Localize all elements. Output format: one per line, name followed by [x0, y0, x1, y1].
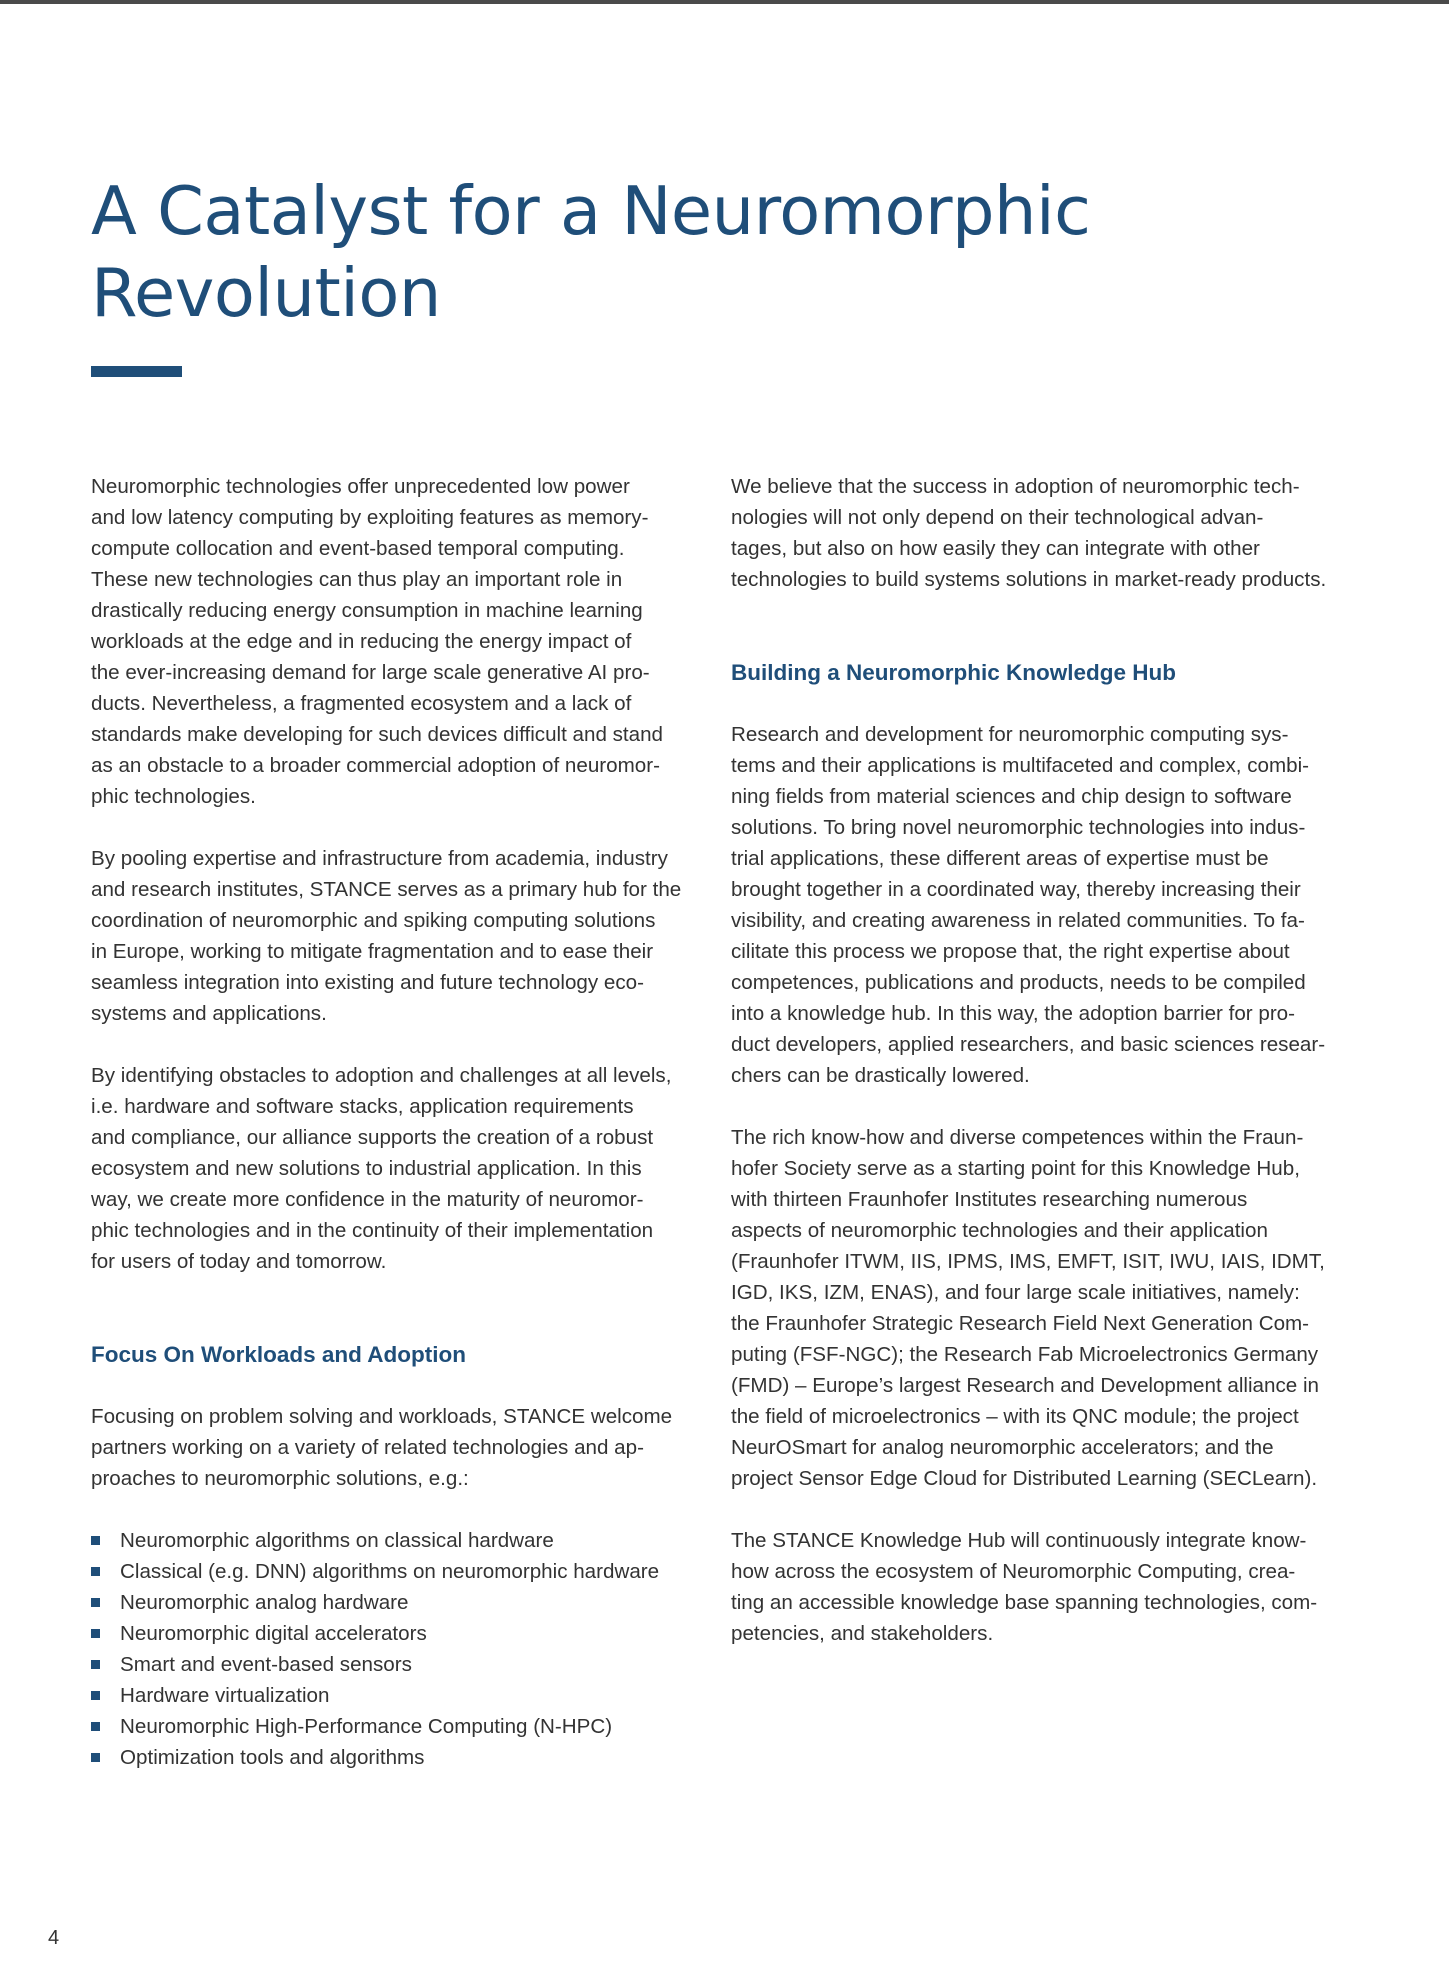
identifying-paragraph: [91, 1060, 706, 1277]
text-line: into a knowledge hub. In this way, the adoption barrier for pro-: [731, 1002, 1295, 1025]
text-line: ecosystem and new solutions to industrial application. In this: [91, 1157, 642, 1180]
text-line: compute collocation and event-based temporal computing.: [91, 537, 625, 560]
text-line: drastically reducing energy consumption in machine learning: [91, 599, 643, 622]
text-line: coordination of neuromorphic and spiking computing solutions: [91, 909, 656, 932]
square-bullet-icon: [91, 1598, 100, 1607]
bullet-item: [91, 1742, 706, 1773]
text-line: in Europe, working to mitigate fragmentation and to ease their: [91, 940, 654, 963]
top-rule: [0, 0, 1449, 4]
text-line: project Sensor Edge Cloud for Distributed Learning (SECLearn).: [731, 1467, 1318, 1490]
text-line: workloads at the edge and in reducing the energy impact of: [91, 630, 632, 653]
text-line: standards make developing for such devices difficult and stand: [91, 723, 664, 746]
text-line: phic technologies and in the continuity of their implementation: [91, 1219, 654, 1242]
text-line: technologies to build systems solutions in market-ready products.: [731, 568, 1327, 591]
square-bullet-icon: [91, 1629, 100, 1638]
text-line: the Fraunhofer Strategic Research Field Next Generation Com-: [731, 1312, 1310, 1335]
knowledge-hub-heading: Building a Neuromorphic Knowledge Hub: [731, 660, 1177, 685]
belief-paragraph: [731, 471, 1349, 595]
text-line: partners working on a variety of related technologies and ap-: [91, 1436, 644, 1459]
text-line: the field of microelectronics – with its QNC module; the project: [731, 1405, 1299, 1428]
text-line: The STANCE Knowledge Hub will continuously integrate know-: [731, 1529, 1307, 1552]
text-line: how across the ecosystem of Neuromorphic Computing, crea-: [731, 1560, 1296, 1583]
bullet-item: [91, 1618, 706, 1649]
text-line: ducts. Nevertheless, a fragmented ecosystem and a lack of: [91, 692, 632, 715]
text-line: competences, publications and products, needs to be compiled: [731, 971, 1306, 994]
text-line: duct developers, applied researchers, and basic sciences resear-: [731, 1033, 1326, 1056]
page-title: [91, 170, 1191, 334]
text-line: trial applications, these different areas of expertise must be: [731, 847, 1269, 870]
text-line: The rich know-how and diverse competences within the Fraun-: [731, 1126, 1304, 1149]
bullet-text: Neuromorphic digital accelerators: [120, 1622, 427, 1645]
text-line: aspects of neuromorphic technologies and their application: [731, 1219, 1268, 1242]
bullet-text: Hardware virtualization: [120, 1684, 330, 1707]
text-line: By pooling expertise and infrastructure from academia, industry: [91, 847, 668, 870]
text-line: Research and development for neuromorphic computing sys-: [731, 723, 1289, 746]
text-line: We believe that the success in adoption of neuromorphic tech-: [731, 475, 1300, 498]
title-accent-bar: [91, 366, 182, 377]
text-line: cilitate this process we propose that, the right expertise about: [731, 940, 1290, 963]
bullet-item: [91, 1649, 706, 1680]
text-line: NeurOSmart for analog neuromorphic accelerators; and the: [731, 1436, 1274, 1459]
intro-paragraph: [91, 471, 706, 812]
bullet-text: Smart and event-based sensors: [120, 1653, 412, 1676]
page-title-line: A Catalyst for a Neuromorphic: [91, 172, 1091, 250]
text-line: and compliance, our alliance supports the creation of a robust: [91, 1126, 654, 1149]
text-line: i.e. hardware and software stacks, application requirements: [91, 1095, 634, 1118]
bullet-item: [91, 1587, 706, 1618]
text-line: ting an accessible knowledge base spanning technologies, com-: [731, 1591, 1318, 1614]
text-line: (Fraunhofer ITWM, IIS, IPMS, IMS, EMFT, ISIT, IWU, IAIS, IDMT,: [731, 1250, 1325, 1273]
text-line: for users of today and tomorrow.: [91, 1250, 387, 1273]
text-line: systems and applications.: [91, 1002, 327, 1025]
focus-heading: Focus On Workloads and Adoption: [91, 1342, 466, 1367]
bullet-item: [91, 1711, 706, 1742]
text-line: with thirteen Fraunhofer Institutes researching numerous: [731, 1188, 1248, 1211]
text-line: Neuromorphic technologies offer unprecedented low power: [91, 475, 630, 498]
text-line: seamless integration into existing and future technology eco-: [91, 971, 644, 994]
text-line: and low latency computing by exploiting features as memory-: [91, 506, 649, 529]
research-paragraph: [731, 719, 1349, 1091]
bullet-item: [91, 1525, 706, 1556]
left-column: [91, 471, 706, 1773]
page-title-line: Revolution: [91, 254, 441, 332]
right-column: [731, 471, 1349, 1680]
square-bullet-icon: [91, 1722, 100, 1731]
text-line: hofer Society serve as a starting point for this Knowledge Hub,: [731, 1157, 1300, 1180]
text-line: tems and their applications is multifaceted and complex, combi-: [731, 754, 1310, 777]
bullet-text: Neuromorphic algorithms on classical hardware: [120, 1529, 554, 1552]
text-line: petencies, and stakeholders.: [731, 1622, 994, 1645]
text-line: Focusing on problem solving and workloads, STANCE welcome: [91, 1405, 673, 1428]
page-number: 4: [48, 1927, 60, 1949]
text-line: as an obstacle to a broader commercial adoption of neuromor-: [91, 754, 660, 777]
bullet-text: Neuromorphic analog hardware: [120, 1591, 409, 1614]
text-line: By identifying obstacles to adoption and challenges at all levels,: [91, 1064, 672, 1087]
text-line: (FMD) – Europe’s largest Research and Development alliance in: [731, 1374, 1319, 1397]
text-line: visibility, and creating awareness in related communities. To fa-: [731, 909, 1305, 932]
text-line: the ever-increasing demand for large scale generative AI pro-: [91, 661, 650, 684]
bullet-item: [91, 1556, 706, 1587]
text-line: tages, but also on how easily they can integrate with other: [731, 537, 1260, 560]
text-line: These new technologies can thus play an important role in: [91, 568, 623, 591]
bullet-text: Classical (e.g. DNN) algorithms on neuromorphic hardware: [120, 1560, 660, 1583]
text-line: nologies will not only depend on their technological advan-: [731, 506, 1264, 529]
square-bullet-icon: [91, 1691, 100, 1700]
square-bullet-icon: [91, 1567, 100, 1576]
square-bullet-icon: [91, 1753, 100, 1762]
square-bullet-icon: [91, 1536, 100, 1545]
square-bullet-icon: [91, 1660, 100, 1669]
text-line: solutions. To bring novel neuromorphic technologies into indus-: [731, 816, 1306, 839]
text-line: ning fields from material sciences and chip design to software: [731, 785, 1292, 808]
pooling-paragraph: [91, 843, 706, 1029]
knowhow-paragraph: [731, 1122, 1349, 1494]
text-line: puting (FSF-NGC); the Research Fab Microelectronics Germany: [731, 1343, 1319, 1366]
text-line: proaches to neuromorphic solutions, e.g.:: [91, 1467, 469, 1490]
text-line: IGD, IKS, IZM, ENAS), and four large scale initiatives, namely:: [731, 1281, 1300, 1304]
text-line: brought together in a coordinated way, thereby increasing their: [731, 878, 1301, 901]
stance-hub-paragraph: [731, 1525, 1349, 1649]
focus-paragraph: [91, 1401, 706, 1494]
text-line: chers can be drastically lowered.: [731, 1064, 1030, 1087]
bullet-text: Optimization tools and algorithms: [120, 1746, 425, 1769]
text-line: way, we create more confidence in the maturity of neuromor-: [91, 1188, 644, 1211]
text-line: and research institutes, STANCE serves as a primary hub for the: [91, 878, 682, 901]
bullet-text: Neuromorphic High-Performance Computing (N-HPC): [120, 1715, 613, 1738]
workload-bullet-list: [91, 1525, 706, 1773]
bullet-item: [91, 1680, 706, 1711]
text-line: phic technologies.: [91, 785, 256, 808]
